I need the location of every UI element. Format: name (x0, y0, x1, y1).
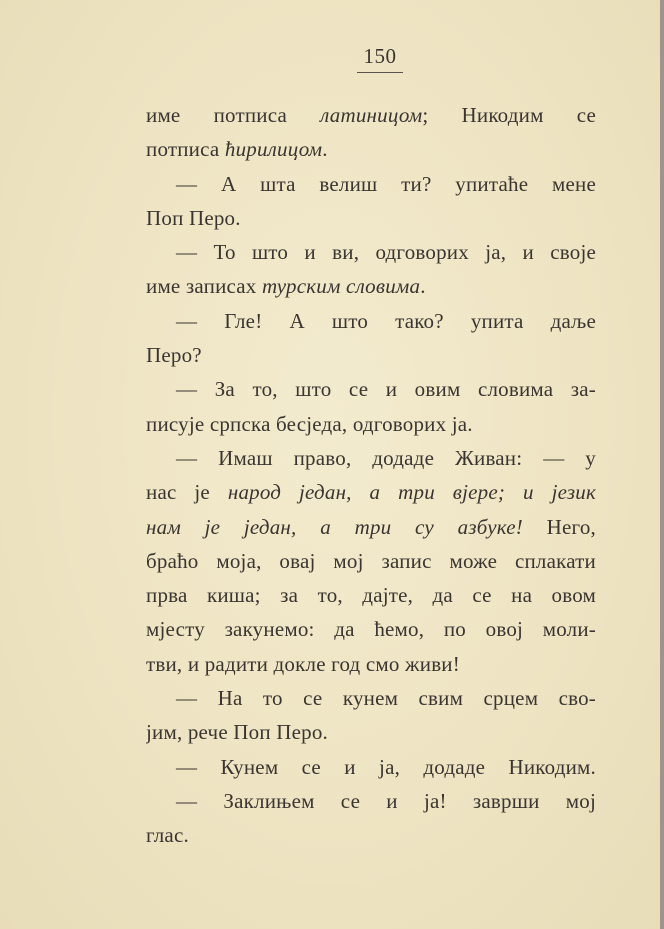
text-segment: писује српска бесједа, одговорих ја. (146, 411, 473, 436)
page-number: 150 (363, 44, 397, 68)
text-line (146, 269, 596, 303)
text-segment: — Гле! А што тако? упита даље (176, 308, 596, 333)
text-segment: име записах (146, 274, 262, 299)
italic-segment: нам је један, а три су азбуке! (146, 514, 523, 539)
text-line (146, 750, 596, 784)
page-edge (660, 0, 664, 929)
text-segment: — То што и ви, одговорих ја, и своје (176, 240, 596, 265)
text-line (146, 167, 596, 201)
text-line (146, 784, 596, 818)
page-number-rule (357, 72, 403, 73)
text-line (146, 338, 596, 372)
text-segment: — А шта велиш ти? упитаће мене (176, 171, 596, 196)
italic-segment: ћирилицом (224, 137, 323, 162)
text-segment: прва киша; за то, дајте, да се на овом (146, 583, 596, 608)
text-segment: — На то се кунем свим срцем сво- (176, 686, 596, 711)
text-line (146, 578, 596, 612)
text-line (146, 98, 596, 132)
text-segment: . (322, 137, 328, 162)
text-segment: потписа (146, 137, 225, 162)
text-line (146, 612, 596, 646)
text-segment: ; Никодим се (422, 103, 596, 127)
text-line (146, 441, 596, 475)
text-line (146, 201, 596, 235)
text-segment: јим, рече Поп Перо. (146, 720, 328, 745)
body-text (146, 98, 596, 853)
text-line (146, 510, 596, 544)
text-line (146, 475, 596, 509)
text-segment: мјесту закунемо: да ћемо, по овој моли- (146, 617, 596, 642)
text-segment: браћо моја, овај мој запис може сплакати (146, 548, 596, 573)
text-segment: — Заклињем се и ја! заврши мој (176, 788, 596, 813)
italic-segment: народ један, а три вјере; и језик (227, 480, 596, 505)
text-segment: Него, (522, 514, 596, 539)
text-line (146, 372, 596, 406)
text-line (146, 235, 596, 269)
text-line (146, 715, 596, 749)
text-line (146, 681, 596, 715)
text-line (146, 818, 596, 852)
text-segment: име потписа (146, 103, 321, 127)
text-line (146, 132, 596, 166)
text-line (146, 407, 596, 441)
text-line (146, 647, 596, 681)
text-line (146, 304, 596, 338)
text-segment: . (420, 274, 426, 299)
italic-segment: турским словима (261, 274, 421, 299)
text-segment: тви, и радити докле год смо живи! (146, 651, 460, 676)
italic-segment: латиницом (320, 103, 423, 127)
text-segment: Поп Перо. (146, 205, 241, 230)
text-segment: — Кунем се и ја, додаде Никодим. (176, 754, 596, 779)
text-line (146, 544, 596, 578)
text-segment: Перо? (146, 343, 202, 368)
text-segment: — За то, што се и овим словима за- (176, 377, 596, 402)
text-segment: нас је (146, 480, 228, 505)
text-segment: глас. (146, 823, 189, 848)
text-segment: — Имаш право, додаде Живан: — у (176, 445, 596, 470)
